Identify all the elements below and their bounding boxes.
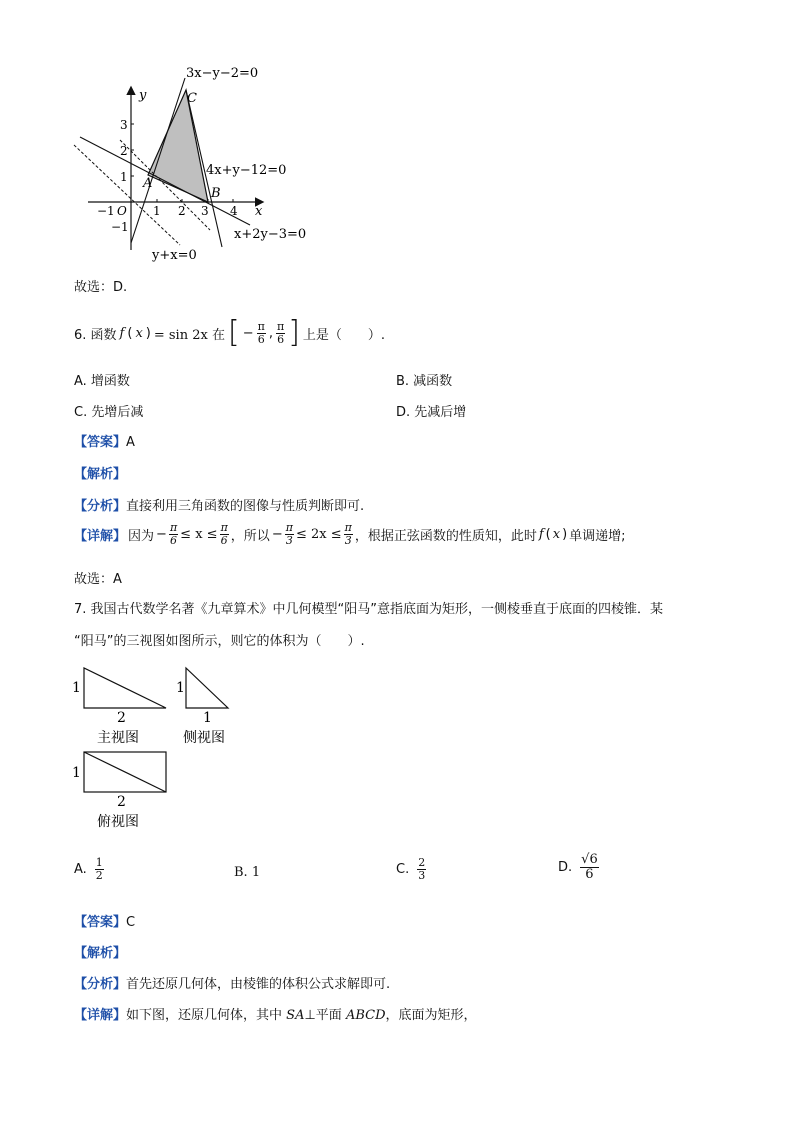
q6-option-a: A. 增函数	[74, 374, 130, 389]
label-line2: 4x+y−12=0	[206, 163, 287, 178]
q6-minus: −	[242, 325, 254, 341]
front-dim-2: 2	[117, 710, 126, 726]
q6-answer: 【答案】A	[74, 435, 135, 450]
q6-conclusion: 故选：A	[74, 572, 122, 587]
side-view-shape	[186, 668, 228, 708]
label-A: A	[143, 176, 153, 191]
label-line4: y+x=0	[152, 248, 197, 263]
xtick-1: 1	[153, 204, 161, 218]
label-line1: 3x−y−2=0	[186, 66, 259, 81]
label-y: y	[139, 88, 147, 103]
q7-stem-2: “阳马”的三视图如图所示，则它的体积为（ ）.	[74, 634, 365, 649]
q7-option-d: D. $\frac{√6}{6}$	[558, 852, 598, 882]
side-dim-1: 1	[176, 680, 185, 696]
side-dim-1b: 1	[203, 710, 212, 726]
label-line3: x+2y−3=0	[234, 227, 307, 242]
xtick-2: 2	[178, 204, 186, 218]
xtick-4: 4	[230, 204, 238, 218]
q6-prefix: 6. 函数	[74, 327, 117, 343]
q7-fenxi: 【分析】首先还原几何体，由棱锥的体积公式求解即可.	[74, 977, 391, 992]
xtick-m1: −1	[97, 204, 115, 218]
q7-detail: 【详解】如下图，还原几何体，其中 SA⊥平面 ABCD，底面为矩形，	[74, 1008, 477, 1023]
side-view-label: 侧视图	[183, 730, 225, 746]
linear-programming-graph	[60, 60, 320, 270]
xtick-3: 3	[201, 204, 209, 218]
label-O: O	[117, 204, 127, 218]
three-view-diagram	[68, 660, 248, 832]
q5-conclusion: 故选：D.	[74, 280, 128, 295]
front-view-shape	[84, 668, 166, 708]
top-dim-2: 2	[117, 794, 126, 810]
q6-frac-left: $\frac{\pi}{6}$	[257, 319, 265, 346]
label-B: B	[211, 186, 221, 201]
q6-option-c: C. 先增后减	[74, 405, 144, 420]
q6-x: x	[135, 325, 143, 341]
q6-suffix: 上是（ ）.	[302, 327, 386, 343]
top-view-label: 俯视图	[97, 814, 139, 830]
front-view-label: 主视图	[97, 730, 139, 746]
q7-analysis-tag: 【解析】	[74, 946, 127, 961]
q6-f: f	[119, 325, 125, 341]
q6-eq: = sin 2x 在	[153, 327, 225, 343]
q6-frac-right: $\frac{\pi}{6}$	[276, 319, 285, 346]
ytick-m1: −1	[111, 220, 129, 234]
q6-rbr: ]	[288, 315, 300, 350]
q7-answer: 【答案】C	[74, 915, 136, 930]
q6-lbr: [	[227, 315, 240, 350]
ytick-2: 2	[120, 144, 128, 158]
ytick-3: 3	[120, 118, 128, 132]
q6-fenxi: 【分析】直接利用三角函数的图像与性质判断即可.	[74, 499, 365, 514]
q6-stem: 6. 函数 f ( x ) = sin 2x 在 [ − $\frac{\pi}{6}$ , $\frac{\pi}{6}$ ] 上是（ ）.	[74, 315, 386, 350]
q7-option-b: B. 1	[234, 865, 261, 880]
q7-stem-1: 7. 我国古代数学名著《九章算术》中几何模型“阳马”意指底面为矩形，一侧棱垂直于底面的四棱锥．某	[74, 602, 664, 617]
front-dim-1: 1	[72, 680, 81, 696]
q7-option-c: C. $\frac{2}{3}$	[396, 856, 426, 882]
q6-option-d: D. 先减后增	[396, 405, 467, 420]
q6-analysis-tag: 【解析】	[74, 467, 127, 482]
q6-detail: 【详解】 因为 − $\frac{\pi}{6}$ ≤ x ≤ $\frac{\pi}{6}$ ，所以 − $\frac{\pi}{3}$ ≤ 2x ≤ $\frac{\pi}{3}$ ，根据正弦函数的性质知，此时 f ( x ) 单调递增;	[74, 521, 626, 547]
label-x: x	[255, 204, 263, 219]
top-dim-1: 1	[72, 765, 81, 781]
q6-option-b: B. 减函数	[396, 374, 453, 389]
ytick-1: 1	[120, 170, 128, 184]
q7-option-a: A. $\frac{1}{2}$	[74, 856, 103, 882]
label-C: C	[187, 91, 197, 106]
